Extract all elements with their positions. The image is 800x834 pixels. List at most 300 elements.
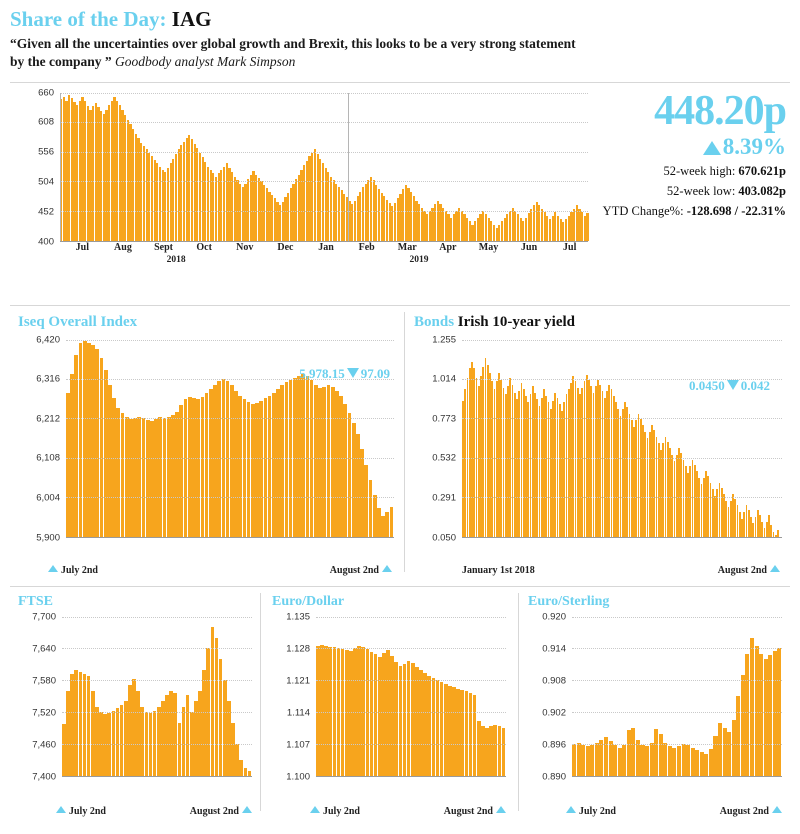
bar (136, 691, 140, 776)
y-tick-label: 0.532 (432, 452, 456, 464)
y-tick-label: 608 (38, 116, 54, 128)
bar (231, 723, 235, 776)
bar (736, 696, 740, 776)
triangle-up-icon (703, 141, 721, 155)
bar (432, 678, 436, 775)
gridline (316, 617, 506, 618)
y-tick-label: 1.114 (286, 707, 310, 719)
y-tick-label: 0.920 (542, 611, 566, 623)
euro-sterling-xtick-end (720, 806, 782, 817)
page-title-symbol: IAG (171, 7, 212, 31)
bar (773, 651, 777, 776)
y-tick-label: 6,004 (36, 492, 60, 504)
iseq-xtick-start (48, 565, 98, 576)
gridline (572, 744, 782, 745)
x-tick-label: May (478, 241, 499, 253)
gridline (66, 340, 394, 341)
bar (238, 396, 242, 537)
bar (502, 728, 506, 775)
bar (213, 385, 217, 537)
gridline (572, 648, 782, 649)
bar (377, 508, 381, 536)
bar (66, 691, 70, 776)
bar (407, 661, 411, 775)
gridline (62, 648, 252, 649)
iseq-xtick-end-label: August 2nd (329, 564, 379, 576)
bonds-title-dark: Irish 10-year yield (457, 313, 575, 330)
bar (247, 402, 251, 536)
bar (768, 655, 772, 776)
bar (352, 423, 356, 537)
bar (150, 421, 154, 537)
header-divider (10, 82, 790, 83)
stat-ytd-change (581, 204, 786, 219)
bar (255, 403, 259, 536)
y-tick-label: 7,580 (32, 675, 56, 687)
bar (465, 691, 469, 775)
tick-marker-icon (772, 806, 782, 813)
bar (436, 680, 440, 775)
y-axis-labels (18, 87, 56, 248)
bar (755, 646, 759, 776)
bar (343, 404, 347, 537)
bar (268, 396, 272, 537)
tick-marker-icon (566, 806, 576, 813)
bar (239, 760, 243, 776)
bar (745, 654, 749, 776)
bar (349, 651, 353, 775)
y-tick-label: 1.014 (432, 373, 456, 385)
bar (79, 343, 83, 536)
gridline (60, 152, 588, 153)
main-divider (10, 305, 790, 306)
bar (444, 684, 448, 776)
bar (364, 465, 368, 537)
bar (394, 662, 398, 776)
bar (498, 726, 502, 775)
bar (415, 667, 419, 776)
bar (316, 646, 320, 775)
bar (324, 646, 328, 776)
bar (158, 417, 162, 536)
bonds-title (414, 308, 784, 331)
iseq-xtick-end (330, 565, 392, 576)
bonds-xtick-start (462, 565, 535, 576)
bar (700, 752, 704, 775)
bar (83, 341, 87, 536)
bar (108, 385, 112, 537)
triangle-down-icon (727, 380, 739, 390)
bar (83, 674, 87, 776)
y-tick-label: 1.135 (286, 611, 310, 623)
bar (173, 693, 177, 776)
y-tick-label: 0.914 (542, 643, 566, 655)
bar (423, 673, 427, 776)
bonds-bar-series (462, 340, 782, 537)
bar (137, 417, 141, 537)
bar (226, 381, 230, 536)
y-tick-label: 0.902 (542, 707, 566, 719)
iseq-xtick-start-label: July 2nd (61, 564, 98, 576)
bar (322, 387, 326, 537)
bar (481, 726, 485, 776)
bar (460, 690, 464, 775)
bar (217, 381, 221, 536)
euro-sterling-bar-series (572, 617, 782, 776)
bar (686, 745, 690, 776)
bar (175, 412, 179, 537)
euro-sterling-xtick-end-label: August 2nd (719, 805, 769, 817)
x-tick-label: Jul (75, 241, 89, 253)
euro-sterling-y-axis-labels (528, 611, 568, 783)
bar (448, 686, 452, 776)
euro-dollar-chart (272, 611, 508, 793)
bar (382, 653, 386, 776)
bar (390, 507, 394, 537)
euro-dollar-y-axis-labels (272, 611, 312, 783)
bar (622, 745, 626, 776)
gridline (316, 680, 506, 681)
bar (169, 691, 173, 776)
bar (672, 748, 676, 776)
y-tick-label: 5,900 (36, 532, 60, 544)
bar (306, 376, 310, 537)
bar (456, 689, 460, 775)
bar (132, 679, 136, 775)
x-tick-label: Nov (236, 241, 254, 253)
iseq-title: Iseq Overall Index (18, 313, 138, 330)
stat-ytd-change-value: -128.698 / -22.31% (686, 203, 786, 218)
y-tick-label: 660 (38, 87, 54, 99)
bar (631, 728, 635, 776)
gridline (316, 648, 506, 649)
bar (682, 744, 686, 776)
y-tick-label: 7,460 (32, 739, 56, 751)
euro-dollar-panel (272, 589, 508, 819)
gridline (62, 617, 252, 618)
bar (709, 749, 713, 776)
bar (104, 370, 108, 537)
y-tick-label: 7,520 (32, 707, 56, 719)
bar (327, 385, 331, 537)
bar (91, 345, 95, 536)
bar (659, 734, 663, 775)
bar (182, 707, 186, 776)
y-tick-label: 556 (38, 146, 54, 158)
euro-sterling-plot-area (572, 617, 782, 777)
bar (116, 408, 120, 537)
bar (452, 687, 456, 775)
bar (248, 771, 252, 775)
bar (577, 743, 581, 776)
gridline (60, 93, 588, 94)
bonds-xtick-end (718, 565, 780, 576)
bar (613, 745, 617, 776)
bar (618, 748, 622, 776)
iseq-chart (18, 334, 396, 554)
bar (318, 388, 322, 537)
stat-ytd-change-label: YTD Change%: (602, 203, 684, 218)
bar (178, 723, 182, 776)
bar (276, 389, 280, 537)
bar (599, 740, 603, 776)
current-price: 448.20p (654, 87, 786, 134)
bar (125, 417, 129, 536)
stat-52-week-high-value: 670.621p (738, 163, 786, 178)
bar (356, 434, 360, 536)
bar (572, 744, 576, 776)
bar (590, 745, 594, 776)
price-panel (581, 87, 786, 219)
x-tick-label: Dec (277, 241, 294, 253)
bar (79, 672, 83, 776)
x-tick-label: Apr (439, 241, 457, 253)
bar (314, 385, 318, 537)
ftse-xtick-start (56, 806, 106, 817)
mid-row (10, 308, 790, 580)
bar (116, 708, 120, 776)
gridline (62, 712, 252, 713)
bar (280, 385, 284, 537)
bar (663, 743, 667, 776)
bar (165, 695, 169, 776)
bar (713, 736, 717, 776)
bar (369, 480, 373, 537)
bonds-plot-area (462, 340, 782, 538)
bar (171, 415, 175, 537)
bar (390, 656, 394, 776)
y-tick-label: 0.908 (542, 675, 566, 687)
bonds-value-tag (689, 378, 770, 394)
bar (100, 358, 104, 536)
bar (485, 728, 489, 776)
ftse-plot-area (62, 617, 252, 777)
euro-sterling-xtick-start-label: July 2nd (579, 805, 616, 817)
euro-dollar-xtick-start (310, 806, 360, 817)
y-tick-label: 1.128 (286, 643, 310, 655)
bar (179, 405, 183, 537)
tick-marker-icon (56, 806, 66, 813)
bar (427, 676, 431, 776)
bar (154, 419, 158, 536)
bonds-xtick-start-label: January 1st 2018 (462, 564, 535, 576)
x-tick-label: Jun (521, 241, 538, 253)
bar (297, 376, 301, 537)
tick-marker-icon (310, 806, 320, 813)
bar (718, 723, 722, 776)
stat-52-week-high (581, 164, 786, 179)
bonds-title-accent: Bonds (414, 313, 455, 330)
y-tick-label: 6,108 (36, 452, 60, 464)
bar (732, 720, 736, 776)
plot-area (60, 93, 588, 242)
bar (581, 745, 585, 776)
bar (723, 728, 727, 776)
bar (704, 754, 708, 775)
gridline (66, 418, 394, 419)
bar (668, 746, 672, 776)
bar (695, 750, 699, 775)
ftse-xtick-start-label: July 2nd (69, 805, 106, 817)
bar (374, 654, 378, 776)
bar (70, 374, 74, 537)
main-chart-block (10, 89, 790, 299)
y-tick-label: 7,700 (32, 611, 56, 623)
bar (320, 645, 324, 776)
bar (777, 530, 779, 537)
bottom-separator-1 (260, 593, 261, 811)
bar (215, 638, 219, 776)
analyst-quote-text: “Given all the uncertainties over global growth and Brexit, this looks to be a very strong statement by the company ” (10, 36, 576, 70)
bar (70, 674, 74, 776)
euro-sterling-chart (528, 611, 784, 793)
bar (489, 726, 493, 775)
bonds-y-axis-labels (414, 334, 458, 544)
gridline (62, 680, 252, 681)
bonds-panel (414, 308, 784, 580)
bar (87, 343, 91, 537)
bar (211, 627, 215, 775)
bottom-separator-2 (518, 593, 519, 811)
ftse-title: FTSE (18, 593, 54, 609)
bar (91, 691, 95, 776)
gridline (316, 712, 506, 713)
gridline (572, 680, 782, 681)
bar (230, 385, 234, 537)
bar-series (60, 93, 588, 241)
bar (186, 695, 190, 776)
bar (167, 417, 171, 537)
bar (373, 495, 377, 537)
y-tick-label: 6,212 (36, 413, 60, 425)
bar (243, 399, 247, 536)
bar (129, 419, 133, 536)
bar (234, 391, 238, 537)
bar (259, 401, 263, 537)
bar (357, 646, 361, 776)
bar (74, 355, 78, 537)
ftse-chart (18, 611, 254, 793)
gridline (66, 458, 394, 459)
gridline (462, 340, 782, 341)
euro-dollar-bar-series (316, 617, 506, 776)
gridline (60, 122, 588, 123)
ftse-y-axis-labels (18, 611, 58, 783)
y-tick-label: 1.107 (286, 739, 310, 751)
euro-dollar-xtick-end (444, 806, 506, 817)
analyst-quote (10, 35, 590, 71)
tick-marker-icon (496, 806, 506, 813)
bar (272, 393, 276, 537)
ftse-bar-series (62, 617, 252, 776)
year-label: 2019 (409, 254, 429, 265)
iseq-panel (18, 308, 396, 580)
year-label: 2018 (166, 254, 186, 265)
tick-marker-icon (48, 565, 58, 572)
bonds-chart (414, 334, 784, 554)
x-tick-label: Jul (563, 241, 577, 253)
euro-sterling-panel (528, 589, 784, 819)
bar (223, 680, 227, 775)
euro-sterling-title: Euro/Sterling (528, 593, 610, 609)
bar (609, 741, 613, 776)
y-tick-label: 0.896 (542, 739, 566, 751)
gridline (572, 617, 782, 618)
axis-start-line (60, 93, 61, 241)
price-change (581, 134, 786, 159)
bar (103, 714, 107, 775)
x-tick-label: Aug (114, 241, 132, 253)
y-tick-label: 0.890 (542, 771, 566, 783)
bar (677, 746, 681, 775)
bar (595, 743, 599, 776)
bar (62, 724, 66, 776)
bar (235, 744, 239, 776)
gridline (572, 712, 782, 713)
x-tick-label: Mar (397, 241, 417, 253)
y-tick-label: 0.291 (432, 492, 456, 504)
bar (184, 399, 188, 536)
bar (128, 685, 132, 775)
bar (654, 729, 658, 776)
tick-marker-icon (382, 565, 392, 572)
gridline (462, 497, 782, 498)
bonds-xtick-end-label: August 2nd (717, 564, 767, 576)
y-tick-label: 1.100 (286, 771, 310, 783)
x-tick-label: Sept (154, 241, 174, 253)
bar (209, 389, 213, 537)
y-tick-label: 0.773 (432, 413, 456, 425)
bar (370, 652, 374, 776)
gridline (462, 418, 782, 419)
bar (301, 374, 305, 537)
bar (586, 746, 590, 775)
euro-dollar-title: Euro/Dollar (272, 593, 345, 609)
bonds-change: 0.042 (740, 377, 770, 393)
bar (727, 732, 731, 775)
stat-52-week-low-value: 403.082p (738, 183, 786, 198)
bar (650, 743, 654, 776)
iseq-change: 97.09 (360, 365, 390, 381)
y-tick-label: 504 (38, 176, 54, 188)
bar (133, 418, 137, 536)
bar (627, 730, 631, 775)
bar (348, 413, 352, 536)
bar (66, 393, 70, 537)
y-tick-label: 6,316 (36, 373, 60, 385)
bar (120, 705, 124, 776)
y-tick-label: 400 (38, 236, 54, 248)
bar (251, 404, 255, 537)
iseq-value: 5,978.15 (299, 365, 345, 381)
bar (360, 449, 364, 536)
bar (477, 721, 481, 776)
y-tick-label: 1.121 (286, 675, 310, 687)
bar (493, 725, 497, 776)
bar (87, 676, 91, 776)
ftse-xtick-end-label: August 2nd (189, 805, 239, 817)
bar (741, 675, 745, 776)
analyst-quote-attribution: Goodbody analyst Mark Simpson (115, 54, 296, 70)
bar (140, 707, 144, 776)
tick-marker-icon (770, 565, 780, 572)
euro-dollar-xtick-end-label: August 2nd (443, 805, 493, 817)
bar (691, 748, 695, 776)
euro-sterling-xtick-start (566, 806, 616, 817)
bar (202, 670, 206, 776)
bar (198, 691, 202, 776)
x-axis-labels (60, 241, 588, 265)
